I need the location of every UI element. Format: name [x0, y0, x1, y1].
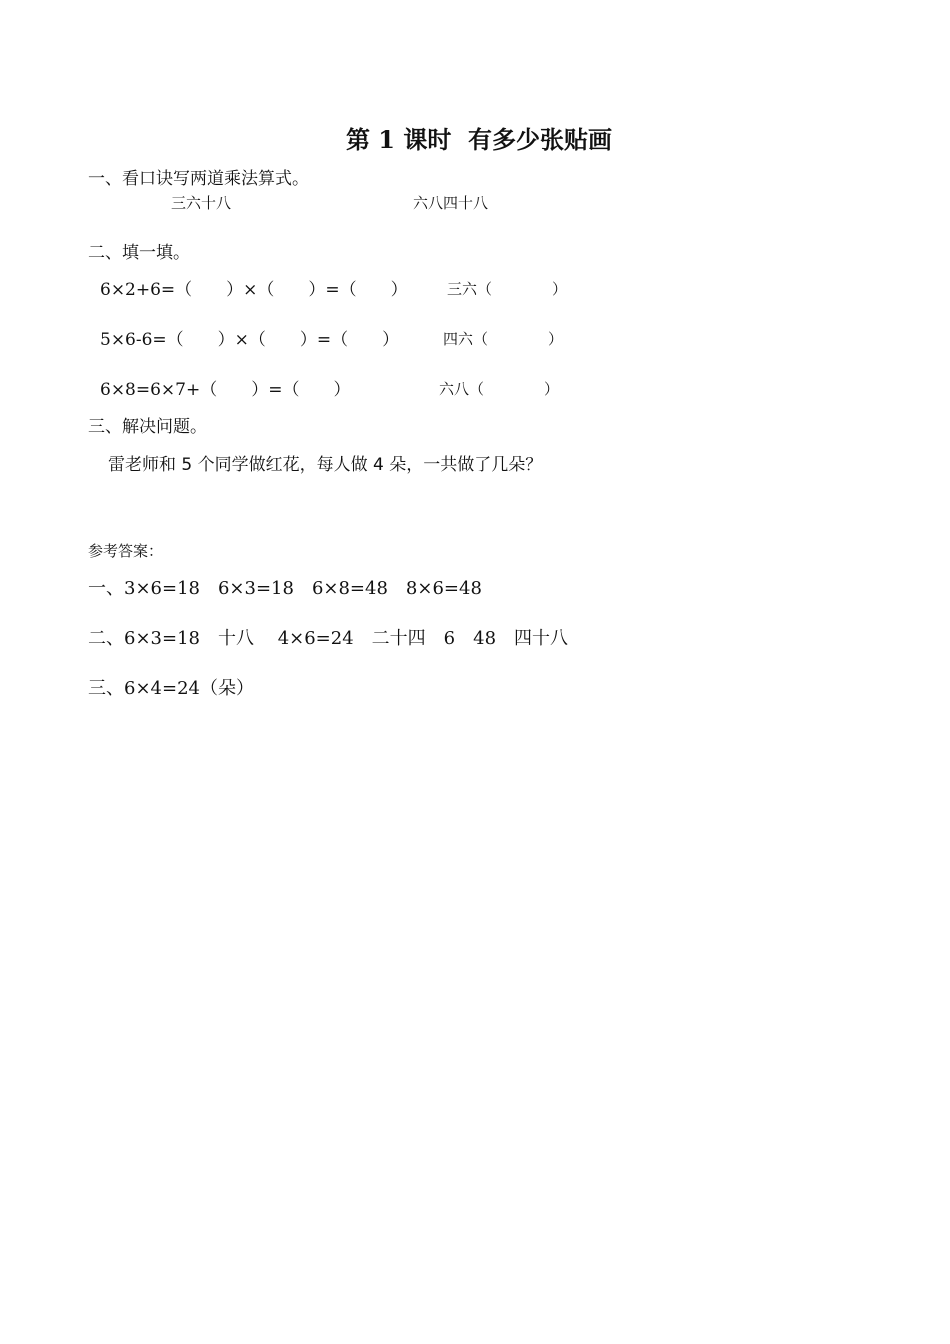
page-title: 第 1 课时 有多少张贴画: [345, 125, 613, 154]
fill-row-2-expression: 5×6-6=（ ）×（ ）=（ ）: [100, 330, 400, 350]
fill-row-1-verse: 三六（ ）: [447, 280, 568, 298]
fill-row-3-verse: 六八（ ）: [439, 380, 560, 398]
section2-heading: 二、填一填。: [88, 243, 190, 263]
section1-heading: 一、看口诀写两道乘法算式。: [88, 169, 309, 189]
answer-line-1: 一、3×6=18 6×3=18 6×8=48 8×6=48: [88, 578, 482, 599]
answers-heading: 参考答案：: [88, 542, 164, 560]
fill-row-1-expression: 6×2+6=（ ）×（ ）=（ ）: [100, 280, 408, 300]
section3-heading: 三、解决问题。: [88, 417, 207, 437]
answer-line-3: 三、6×4=24（朵）: [88, 678, 254, 699]
word-problem: 雷老师和 5 个同学做红花，每人做 4 朵，一共做了几朵？: [108, 455, 543, 475]
fill-row-2-verse: 四六（ ）: [443, 330, 564, 348]
answer-line-2: 二、6×3=18 十八 4×6=24 二十四 6 48 四十八: [88, 628, 569, 649]
section1-verse-2: 六八四十八: [413, 194, 489, 212]
fill-row-3-expression: 6×8=6×7+（ ）=（ ）: [100, 380, 351, 400]
section1-verse-1: 三六十八: [171, 194, 232, 212]
